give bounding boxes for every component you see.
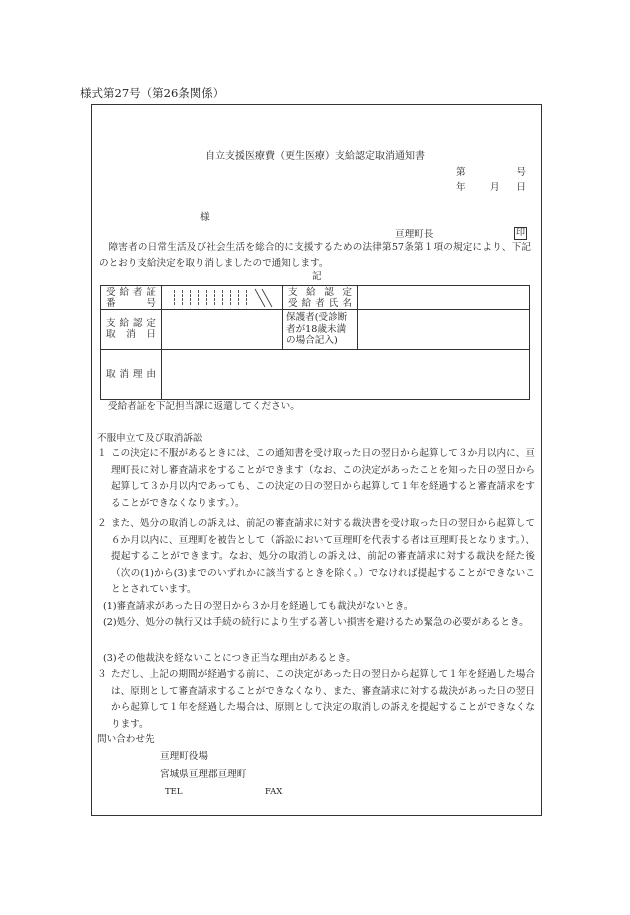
contact-fax-label: FAX: [265, 787, 283, 797]
reason-field[interactable]: [162, 349, 530, 399]
slash-marks: [253, 288, 275, 308]
appeal-heading: 不服申立て及び取消訴訟: [97, 433, 203, 444]
appeal-item-1: [97, 446, 535, 512]
contact-tel-label: TEL: [165, 787, 183, 797]
number-prefix: 第: [456, 167, 466, 178]
appeal-item-3: [97, 667, 535, 733]
contact-address: 宮城県亘理郡亘理町: [160, 769, 247, 780]
cert-number-boxes[interactable]: [162, 286, 283, 310]
revocation-date-label: 支給認定 取消日: [101, 310, 162, 350]
addressee-suffix: 様: [200, 212, 210, 223]
return-note: 受給者証を下記担当課に返還してください。: [108, 401, 300, 412]
item-text: ただし、上記の期間が経過する前に、この決定があった日の翌日から起算して１年を経過した場合は、原則として審査請求することができなくなり、また、審査請求に対する裁決があった日の翌日から起算して１年を経過した場合は、原則として決定の取消しの訴えを提起することができなくなります。: [111, 669, 535, 730]
info-table: [100, 285, 530, 400]
item-number: ２: [97, 518, 107, 529]
document-title: 自立支援医療費（更生医療）支給認定取消通知書: [205, 151, 425, 162]
revocation-date-field[interactable]: [162, 310, 283, 350]
item-text: この決定に不服があるときには、この通知書を受け取った日の翌日から起算して３か月以内に、亘理町長に対し審査請求をすることができます（なお、この決定があったことを知った日の翌日から起算して３か月以内であっても、この決定の日の翌日から起算して１年を経過すると審査請求をすることができなくなります。）。: [111, 448, 535, 509]
recipient-name-label: 支給認定 受給者氏名: [283, 286, 358, 310]
contact-office: 亘理町役場: [160, 751, 208, 762]
guardian-field[interactable]: [358, 310, 530, 350]
recipient-name-field[interactable]: [358, 286, 530, 310]
item-text: また、処分の取消しの訴えは、前記の審査請求に対する裁決書を受け取った日の翌日から起算して６か月以内に、亘理町を被告として（訴訟において亘理町を代表する者は亘理町長となります。）、提起することができます。なお、処分の取消しの訴えは、前記の審査請求に対する裁決を経た後（次の(1)から(3)までのいずれかに該当するときを除く。）でなければ提起することができないこととされています。: [111, 518, 535, 595]
appeal-item-2: [97, 516, 535, 599]
item-number: ３: [97, 669, 107, 680]
date-day: 日: [516, 182, 526, 193]
seal-mark: 印: [515, 228, 525, 238]
reason-label: 取消理由: [101, 349, 162, 399]
ki-heading: 記: [312, 271, 322, 282]
form-number: 様式第27号（第26条関係）: [80, 86, 225, 100]
appeal-sub-1: (1)審査請求があった日の翌日から３か月を経過しても裁決がないとき。: [103, 601, 414, 612]
contact-heading: 問い合わせ先: [97, 734, 155, 745]
cert-number-label: 受給者証 番 号: [101, 286, 162, 310]
intro-paragraph: 障害者の日常生活及び社会生活を総合的に支援するための法律第57条第１項の規定により、下記のとおり支給決定を取り消しましたので通知します。: [99, 242, 531, 269]
document-number[interactable]: [456, 168, 526, 178]
guardian-label: 保護者(受診断者が18歳未満の場合記入): [283, 310, 358, 350]
issuer-name: 亘理町長: [395, 229, 434, 240]
date-year: 年: [456, 182, 466, 193]
appeal-sub-2: (2)処分、処分の執行又は手続の続行により生ずる著しい損害を避けるため緊急の必要があるとき。: [103, 617, 529, 628]
document-date[interactable]: [456, 183, 526, 193]
appeal-sub-3: (3)その他裁決を経ないことにつき正当な理由があるとき。: [103, 653, 356, 664]
number-suffix: 号: [516, 167, 526, 178]
date-month: 月: [490, 182, 500, 193]
item-number: １: [97, 448, 107, 459]
